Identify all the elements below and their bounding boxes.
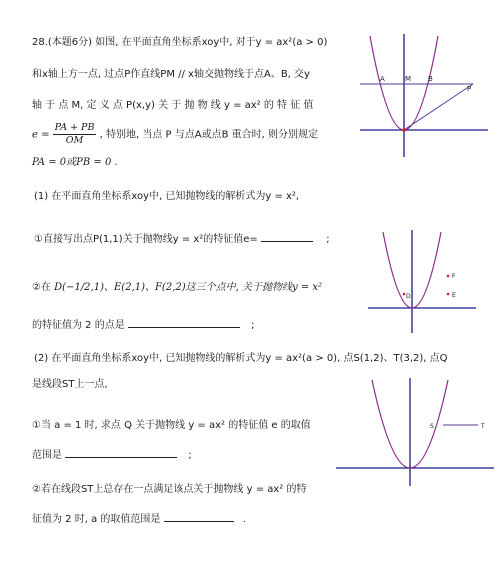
part2-intro2: 是线段ST上一点,	[32, 379, 108, 390]
part2-q2-line2-text: 征值为 2 时, a 的取值范围是	[32, 514, 161, 525]
fig2-point-d	[403, 293, 406, 296]
fig1-op-line	[404, 84, 473, 130]
part1-q1-end: ;	[326, 234, 330, 245]
part1-q2-prefix: ②在	[32, 282, 51, 293]
fig1-label-p: P	[467, 85, 472, 93]
fig3-label-t: T	[481, 423, 485, 430]
fig2-label-f: F	[452, 273, 456, 280]
fig1-label-a: A	[380, 75, 385, 83]
q28-line2: 和x轴上方一点, 过点P作直线PM // x轴交抛物线于点A、B, 交y	[32, 69, 310, 80]
figure-2	[368, 230, 478, 335]
fig1-origin-point	[402, 128, 406, 132]
fig2-label-d: D	[406, 293, 411, 300]
answer-blank-3[interactable]	[65, 446, 177, 458]
part2-intro: (2) 在平面直角坐标系xoy中, 已知抛物线的解析式为y = ax²(a > 0), 点S(1,2)、T(3,2), 点Q	[34, 353, 448, 364]
part1-q2-line2	[32, 316, 254, 333]
fig1-label-b: B	[428, 75, 433, 83]
part1-intro: (1) 在平面直角坐标系xoy中, 已知抛物线的解析式为y = x²,	[34, 191, 300, 202]
part2-q1-line2	[32, 446, 192, 463]
q28-formula-row	[32, 122, 318, 147]
answer-blank-4[interactable]	[164, 510, 234, 522]
q28-line1: 28.(本题6分) 如图, 在平面直角坐标系xoy中, 对于y = ax²(a > 0)	[32, 37, 328, 48]
part2-q2: ②若在线段ST上总存在一点满足该点关于抛物线 y = ax² 的特	[32, 484, 307, 495]
part1-q2-points: D(−1/2,1)、E(2,1)、F(2,2)这三个点中, 关于抛物线y = x²	[54, 282, 323, 293]
q28-line4-rest: , 特别地, 当点 P 与点A或点B 重合时, 则分别规定	[99, 129, 318, 141]
q28-line5: PA = 0或PB = 0 .	[32, 157, 118, 168]
part2-q1-end: ;	[188, 450, 192, 461]
fig3-label-s: S	[430, 423, 434, 430]
fig2-label-e: E	[452, 292, 456, 299]
part2-q2-end: .	[242, 514, 246, 525]
part2-q2-line2	[32, 510, 246, 527]
part1-q2-end: ;	[251, 320, 255, 331]
part1-q2-line2-text: 的特征值为 2 的点是	[32, 320, 125, 331]
fig2-point-e	[447, 293, 450, 296]
part2-q1: ①当 a = 1 时, 求点 Q 关于抛物线 y = ax² 的特征值 e 的取值	[32, 420, 311, 431]
figure-1	[360, 34, 490, 159]
figure-3	[336, 378, 496, 488]
q28-line3: 轴 于 点 M, 定 义 点 P(x,y) 关 于 抛 物 线 y = ax² 的 特 征 值	[32, 100, 314, 111]
part1-q2	[32, 281, 322, 295]
part1-q1	[34, 230, 330, 247]
eq-prefix: e =	[32, 129, 50, 141]
answer-blank-1[interactable]	[261, 230, 313, 242]
frac-numerator: PA + PB	[54, 122, 95, 133]
frac-denominator: OM	[65, 135, 84, 146]
fig1-label-m: M	[405, 75, 412, 83]
part1-q1-text: ①直接写出点P(1,1)关于抛物线y = x²的特征值e=	[34, 234, 258, 245]
part2-q1-line2-text: 范围是	[32, 450, 62, 461]
formula-fraction	[53, 122, 97, 147]
answer-blank-2[interactable]	[128, 316, 240, 328]
fig2-point-f	[447, 275, 450, 278]
